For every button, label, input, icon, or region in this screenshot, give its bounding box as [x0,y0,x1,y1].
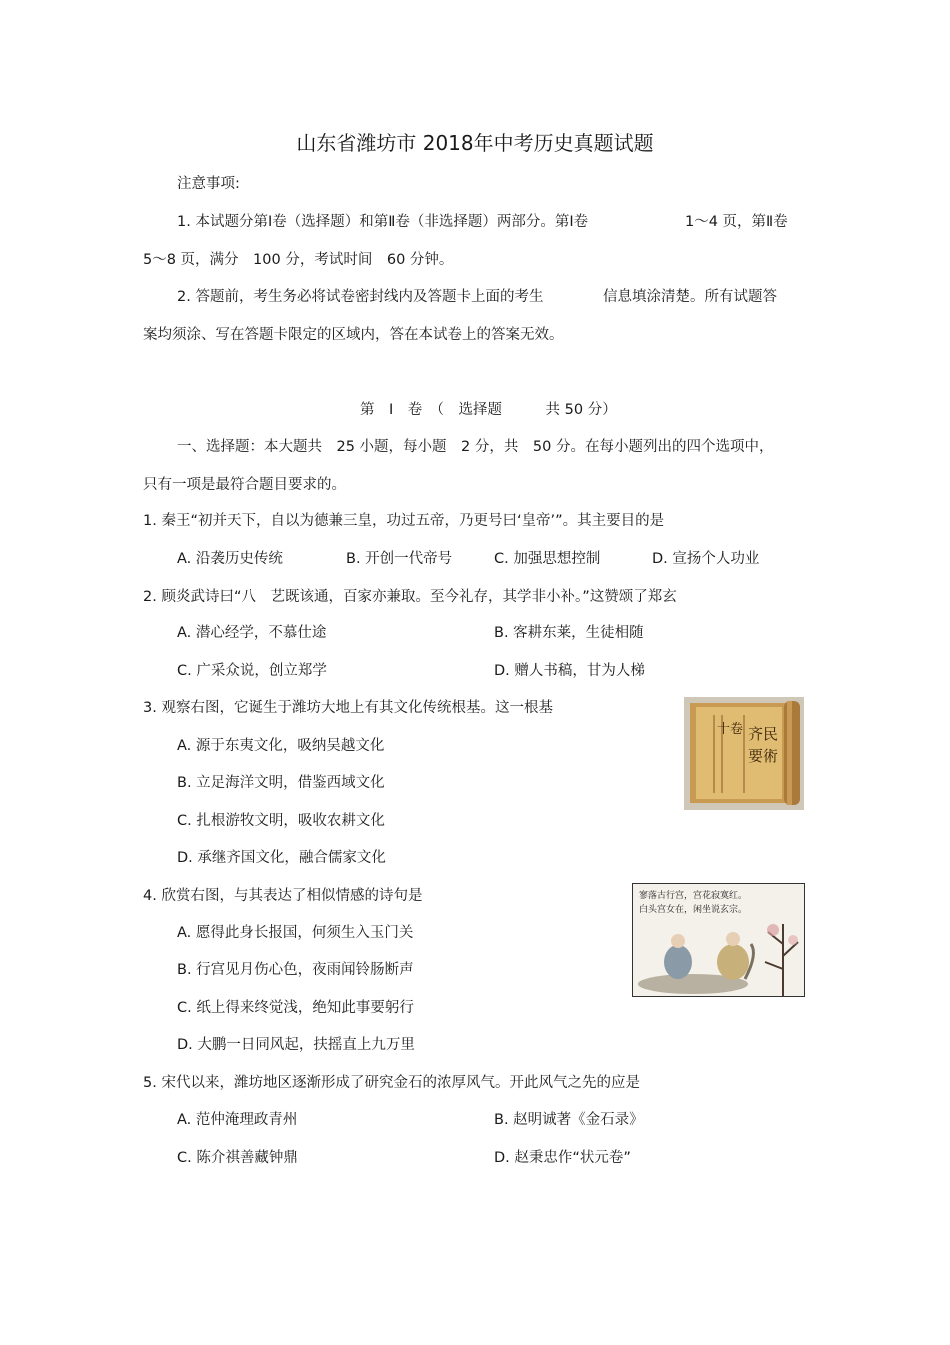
section-intro-line2: 只有一项是最符合题目要求的。 [143,477,346,493]
option: B. 行宫见月伤心色，夜雨闻铃肠断声 [177,962,414,978]
notice-2-line1-end: 信息填涂清楚。所有试题答 [603,289,777,305]
option: A. 愿得此身长报国，何须生入玉门关 [177,925,414,941]
option: D. 宣扬个人功业 [652,551,760,567]
scroll-volume-label: 十卷 [716,722,744,737]
notice-1-line1: 1. 本试题分第Ⅰ卷（选择题）和第Ⅱ卷（非选择题）两部分。第Ⅰ卷 [177,214,589,230]
option: D. 承继齐国文化，融合儒家文化 [177,850,386,866]
notice-2-line1: 2. 答题前，考生务必将试卷密封线内及答题卡上面的考生 [177,289,544,305]
option: B. 立足海洋文明，借鉴西域文化 [177,775,385,791]
option: C. 陈介祺善藏钟鼎 [177,1150,298,1166]
poem-line-1: 寥落古行宫，宫花寂寞红。 [639,891,748,901]
option: D. 赵秉忠作“状元卷” [494,1150,631,1166]
scroll-title-top: 齐民 [747,725,779,743]
option: A. 范仲淹理政青州 [177,1112,298,1128]
section-intro-line1: 一、选择题：本大题共 25 小题，每小题 2 分，共 50 分。在每小题列出的四个选项中， [177,439,774,455]
option: A. 沿袭历史传统 [177,551,283,567]
option: C. 加强思想控制 [494,551,601,567]
option: A. 源于东夷文化，吸纳吴越文化 [177,738,385,754]
part-one-heading: 第 Ⅰ 卷 （ 选择题 共 50 分） [360,402,617,418]
option: C. 扎根游牧文明，吸收农耕文化 [177,813,385,829]
question-stem: 2. 顾炎武诗曰“八 艺既该通，百家亦兼取。至今礼存，其学非小补。”这赞颂了郑玄 [143,589,677,605]
notice-1-line1-end: 1～4 页，第Ⅱ卷 [685,214,788,230]
notice-1-line2: 5～8 页，满分 100 分，考试时间 60 分钟。 [143,252,454,268]
question-stem: 4. 欣赏右图，与其表达了相似情感的诗句是 [143,888,423,904]
palace-poem-illustration [632,883,805,997]
option: C. 广采众说，创立郑学 [177,663,327,679]
qimin-yaoshu-scroll-image [684,697,804,810]
question-stem: 3. 观察右图，它诞生于潍坊大地上有其文化传统根基。这一根基 [143,700,553,716]
poem-line-2: 白头宫女在，闲坐说玄宗。 [639,905,748,915]
option: B. 客耕东莱，生徒相随 [494,625,644,641]
scroll-title-bottom: 要術 [747,747,779,765]
notice-heading: 注意事项: [177,176,240,192]
option: B. 赵明诚著《金石录》 [494,1112,644,1128]
option: B. 开创一代帝号 [346,551,453,567]
notice-2-line2: 案均须涂、写在答题卡限定的区域内，答在本试卷上的答案无效。 [143,327,564,343]
question-stem: 5. 宋代以来，潍坊地区逐渐形成了研究金石的浓厚风气。开此风气之先的应是 [143,1075,640,1091]
option: C. 纸上得来终觉浅，绝知此事要躬行 [177,1000,414,1016]
option: D. 赠人书稿，甘为人梯 [494,663,645,679]
option: D. 大鹏一日同风起，扶摇直上九万里 [177,1037,415,1053]
exam-title: 山东省潍坊市 2018年中考历史真题试题 [296,131,654,155]
question-stem: 1. 秦王“初并天下，自以为德兼三皇，功过五帝，乃更号曰‘皇帝’”。其主要目的是 [143,513,665,529]
option: A. 潜心经学，不慕仕途 [177,625,327,641]
